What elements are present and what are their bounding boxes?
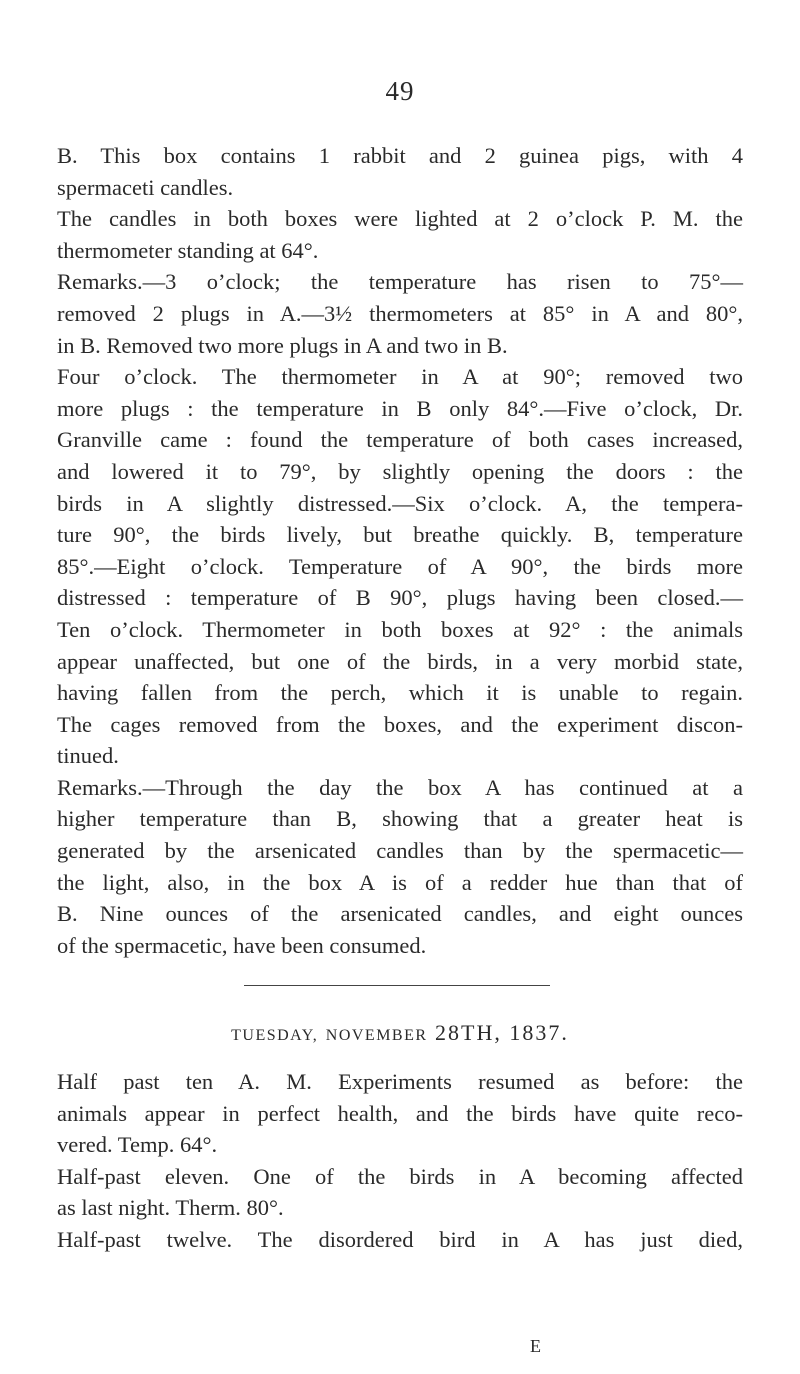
section-divider — [244, 985, 550, 986]
text-line: having fallen from the perch, which it is unable to regain. — [57, 680, 743, 706]
text-line: distressed : temperature of B 90°, plugs having been closed.— — [57, 585, 743, 611]
text-line: tinued. — [57, 743, 119, 769]
signature-mark: E — [530, 1336, 541, 1356]
text-line: birds in A slightly distressed.—Six o’clock. A, the tempera- — [57, 490, 743, 516]
text-line: higher temperature than B, showing that a greater heat is — [57, 806, 743, 832]
text-line: Half-past eleven. One of the birds in A becoming affected — [57, 1163, 743, 1189]
date-heading — [0, 1020, 800, 1046]
page-number: 49 — [385, 76, 415, 106]
body-text-block-2 — [57, 1066, 743, 1256]
body-text-block-1 — [57, 140, 743, 961]
text-line: more plugs : the temperature in B only 84°.—Five o’clock, Dr. — [57, 395, 743, 421]
text-line: Remarks.—3 o’clock; the temperature has risen to 75°— — [57, 269, 743, 295]
text-line: removed 2 plugs in A.—3½ thermometers at 85° in A and 80°, — [57, 300, 743, 326]
heading-day: TUESDAY, — [231, 1027, 319, 1044]
text-line: The cages removed from the boxes, and the experiment discon- — [57, 711, 743, 737]
text-line: the light, also, in the box A is of a redder hue than that of — [57, 869, 743, 895]
text-line: in B. Removed two more plugs in A and two in B. — [57, 332, 508, 358]
text-line: Four o’clock. The thermometer in A at 90°; removed two — [57, 364, 743, 390]
text-line: B. This box contains 1 rabbit and 2 guinea pigs, with 4 — [57, 143, 743, 168]
heading-date: 28TH, 1837. — [435, 1020, 569, 1045]
text-line: Ten o’clock. Thermometer in both boxes at 92° : the animals — [57, 616, 743, 642]
text-line: vered. Temp. 64°. — [57, 1132, 218, 1158]
text-line: appear unaffected, but one of the birds, in a very morbid state, — [57, 648, 743, 674]
heading-month: NOVEMBER — [325, 1027, 428, 1044]
text-line: B. Nine ounces of the arsenicated candles, and eight ounces — [57, 901, 743, 927]
text-line: thermometer standing at 64°. — [57, 237, 319, 263]
text-line: 85°.—Eight o’clock. Temperature of A 90°, the birds more — [57, 553, 743, 579]
text-line: generated by the arsenicated candles than by the spermacetic— — [57, 838, 743, 864]
text-line: spermaceti candles. — [57, 174, 234, 200]
text-line: and lowered it to 79°, by slightly opening the doors : the — [57, 458, 743, 484]
text-line: as last night. Therm. 80°. — [57, 1195, 284, 1221]
text-line: Half past ten A. M. Experiments resumed as before: the — [57, 1069, 743, 1094]
text-line: Granville came : found the temperature of both cases increased, — [57, 427, 743, 453]
text-line: ture 90°, the birds lively, but breathe quickly. B, temperature — [57, 522, 743, 548]
text-line: animals appear in perfect health, and the birds have quite reco- — [57, 1100, 743, 1126]
text-line: Half-past twelve. The disordered bird in A has just died, — [57, 1226, 743, 1252]
text-line: The candles in both boxes were lighted at 2 o’clock P. M. the — [57, 206, 743, 232]
text-line: of the spermacetic, have been consumed. — [57, 932, 427, 958]
text-line: Remarks.—Through the day the box A has continued at a — [57, 774, 743, 800]
